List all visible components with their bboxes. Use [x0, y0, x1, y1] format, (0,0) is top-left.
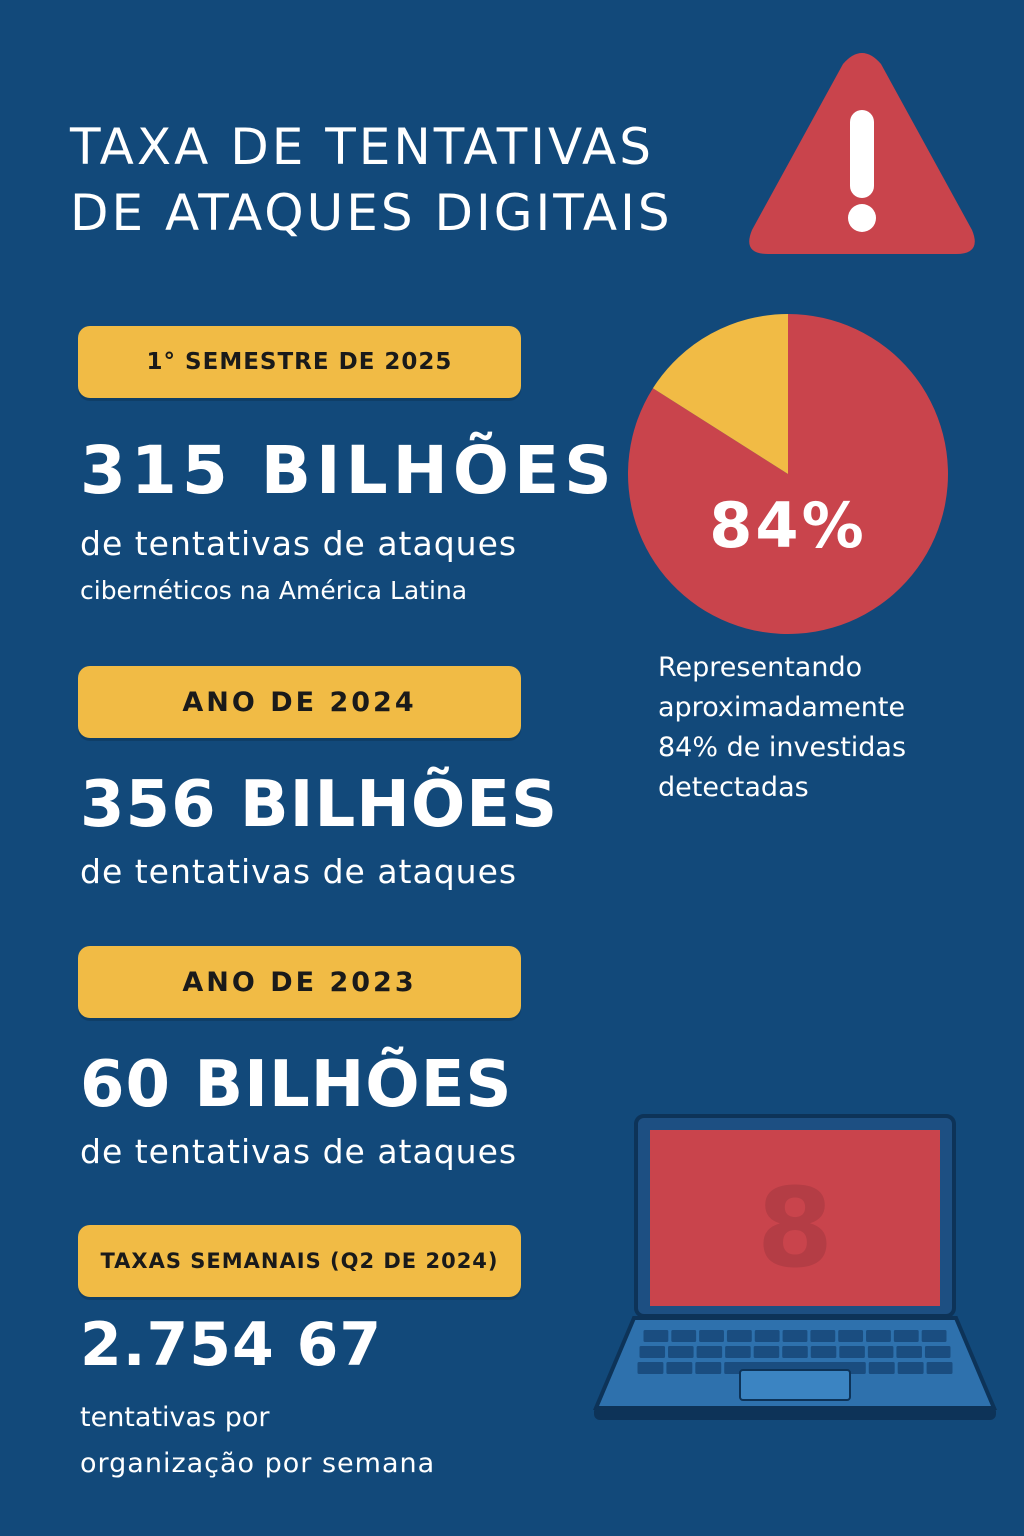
laptop-key — [925, 1346, 951, 1358]
laptop-key — [927, 1362, 953, 1374]
laptop-touchpad — [740, 1370, 850, 1400]
pie-caption-line-4: detectadas — [658, 772, 809, 803]
laptop-key — [666, 1362, 692, 1374]
stat-value-weekly: 2.754 67 — [80, 1310, 383, 1380]
laptop-key — [727, 1330, 752, 1342]
stat-value-2023: 60 BILHÕES — [80, 1048, 513, 1122]
laptop-key — [697, 1346, 723, 1358]
badge-semester-2025: 1° SEMESTRE DE 2025 — [78, 326, 521, 398]
stat-desc-2025-line1: de tentativas de ataques — [80, 524, 518, 563]
pie-caption-line-3: 84% de investidas — [658, 732, 907, 763]
pie-caption-line-1: Representando — [658, 652, 863, 683]
laptop-key — [668, 1346, 694, 1358]
warning-triangle-icon — [744, 48, 980, 260]
laptop-key — [839, 1346, 865, 1358]
laptop-icon — [590, 1114, 1000, 1428]
stat-value-2024: 356 BILHÕES — [80, 768, 559, 842]
laptop-screen-glyph: 8 — [756, 1164, 834, 1292]
stat-desc-2025-line2: cibernéticos na América Latina — [80, 576, 468, 605]
pie-caption-line-2: aproximadamente — [658, 692, 906, 723]
laptop-key — [898, 1362, 924, 1374]
laptop-key — [640, 1346, 666, 1358]
laptop-key — [783, 1330, 808, 1342]
laptop-key — [838, 1330, 863, 1342]
pie-chart — [626, 312, 950, 636]
pie-caption — [658, 648, 958, 808]
laptop-key — [869, 1362, 895, 1374]
stat-desc-2024: de tentativas de ataques — [80, 852, 518, 891]
laptop-key — [782, 1346, 808, 1358]
stat-desc-2023: de tentativas de ataques — [80, 1132, 518, 1171]
title-line-1: TAXA DE TENTATIVAS — [70, 118, 654, 176]
stat-value-2025: 315 BILHÕES — [80, 432, 617, 509]
badge-year-2024: ANO DE 2024 — [78, 666, 521, 738]
laptop-key — [868, 1346, 894, 1358]
laptop-key — [896, 1346, 922, 1358]
laptop-key — [866, 1330, 891, 1342]
laptop-key — [811, 1346, 837, 1358]
laptop-key — [725, 1346, 751, 1358]
laptop-key — [699, 1330, 724, 1342]
laptop-key — [695, 1362, 721, 1374]
laptop-key — [810, 1330, 835, 1342]
pie-percent-label: 84% — [709, 489, 867, 562]
laptop-key — [894, 1330, 919, 1342]
laptop-key — [755, 1330, 780, 1342]
badge-weekly-rates: TAXAS SEMANAIS (Q2 DE 2024) — [78, 1225, 521, 1297]
laptop-key — [922, 1330, 947, 1342]
laptop-key — [754, 1346, 780, 1358]
laptop-key — [644, 1330, 669, 1342]
stat-desc-weekly-line2: organização por semana — [80, 1448, 436, 1479]
stat-desc-weekly-line1: tentativas por — [80, 1402, 270, 1433]
badge-year-2023: ANO DE 2023 — [78, 946, 521, 1018]
laptop-key — [671, 1330, 696, 1342]
title-line-2: DE ATAQUES DIGITAIS — [70, 184, 673, 242]
laptop-key — [638, 1362, 664, 1374]
